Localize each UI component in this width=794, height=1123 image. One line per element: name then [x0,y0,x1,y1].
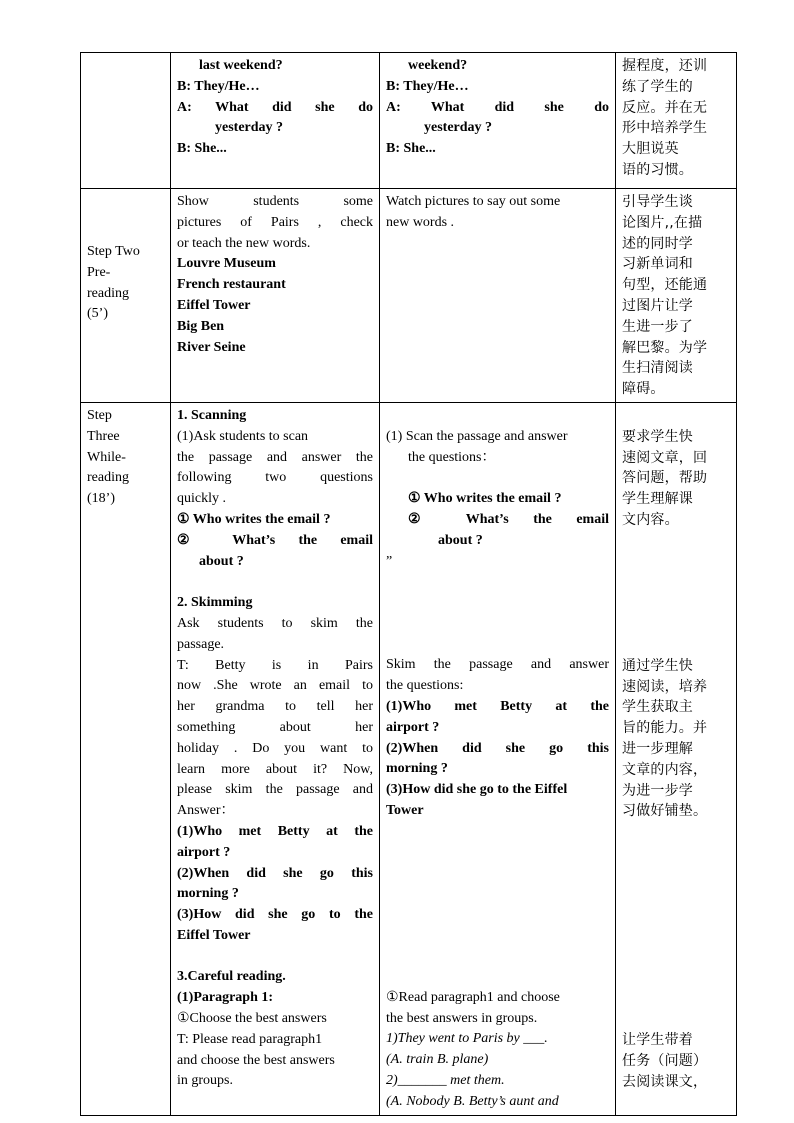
text-line: 旨的能力。并 [622,720,708,737]
text-line: and choose the best answers [177,1052,335,1068]
question: ① Who writes the email ? [177,511,331,527]
purpose-cell [616,189,737,403]
text-line: yesterday ? [215,120,284,136]
table-row [81,402,737,1115]
text-line: 生扫清阅读 [622,360,693,377]
question: airport ? [386,719,440,735]
vocab-word: Big Ben [177,318,225,334]
text-line: now .She wrote an email to [177,678,373,694]
text-line: her grandma to tell her [177,699,373,715]
question: ② What’s the email [408,511,609,527]
text-line: Step Two [87,244,140,259]
text-line: Watch pictures to say out some [386,194,561,209]
text-line: Show students some [177,194,373,209]
text-line: B: They/He… [386,78,469,94]
text-line: the passage and answer the [177,449,373,465]
teacher-activity-cell [171,189,380,403]
text-line: reading [87,470,129,486]
text-line: 任务（问题） [622,1052,708,1069]
text-line: 学生理解课 [622,491,693,508]
text-line: 形中培养学生 [622,120,708,137]
text-line: B: She... [177,141,227,157]
text-line: (1)Ask students to scan [177,428,309,444]
exercise-line: 1)They went to Paris by ___. [386,1031,548,1047]
question: (2)When did she go this [386,740,609,756]
question: Tower [386,802,424,818]
text-line: ①Read paragraph1 and choose [386,989,560,1005]
text-line: 述的同时学 [622,235,693,252]
text-line: yesterday ? [424,120,493,136]
text-line: (5’) [87,306,108,322]
teacher-activity-cell [171,402,380,1115]
text-line: 通过学生快 [622,657,693,674]
text-line: learn more about it? Now, [177,761,373,777]
table-row [81,189,737,403]
lesson-plan-table [80,52,737,1116]
text-line: 文内容。 [622,511,679,528]
step-cell [81,402,171,1115]
section-title: (1)Paragraph 1: [177,990,274,1006]
text-line: 大胆说英 [622,141,679,158]
text-line: following two questions [177,470,373,486]
step-cell [81,189,171,403]
text-line: 引导学生谈 [622,194,693,210]
text-line: 生进一步了 [622,318,693,335]
text-line: Three [87,428,120,444]
text-line: weekend? [408,58,468,73]
question: airport ? [177,844,231,860]
section-title: 2. Skimming [177,595,253,611]
text-line: please skim the passage and [177,782,373,798]
text-line: new words . [386,214,455,230]
text-line: the best answers in groups. [386,1010,538,1026]
text-line: 进一步理解 [622,740,693,757]
text-line: passage. [177,636,225,652]
vocab-word: Eiffel Tower [177,297,251,313]
text-line: reading [87,285,129,301]
text-line: last weekend? [199,58,283,73]
text-line: 练了学生的 [622,78,693,95]
exercise-line: (A. Nobody B. Betty’s aunt and [386,1093,559,1109]
vocab-word: Louvre Museum [177,256,276,272]
text-line: ” [386,553,393,569]
text-line: 过图片让学 [622,297,693,314]
question: morning ? [177,886,239,902]
exercise-line: 2)_______ met them. [386,1072,505,1088]
text-line: 论图片,,在描 [622,214,703,231]
text-line: something about her [177,719,373,735]
text-line: Answer： [177,803,235,819]
text-line: T: Please read paragraph1 [177,1031,323,1047]
text-line: ①Choose the best answers [177,1011,327,1027]
text-line: 速阅读，培养 [622,678,708,695]
purpose-cell [616,53,737,189]
student-activity-cell [380,53,616,189]
text-line: T: Betty is in Pairs [177,657,373,673]
text-line: 学生获取主 [622,699,693,716]
section-title: 1. Scanning [177,407,247,423]
text-line: Ask students to skim the [177,615,373,631]
text-line: the questions: [386,678,464,694]
question: about ? [438,532,483,548]
text-line: Pre- [87,264,111,280]
text-line: (1) Scan the passage and answer [386,428,568,444]
section-title: 3.Careful reading. [177,969,286,985]
text-line: 反应。并在无 [622,99,708,116]
student-activity-cell [380,402,616,1115]
text-line: 速阅文章，回 [622,449,708,466]
text-line: B: She... [386,141,436,157]
table-row [81,53,737,189]
text-line: 文章的内容， [622,761,708,778]
text-line: the questions： [408,449,496,465]
text-line: (18’) [87,491,115,507]
teacher-activity-cell [171,53,380,189]
text-line: A: What did she do [386,99,609,115]
vocab-word: French restaurant [177,277,286,293]
text-line: B: They/He… [177,78,260,94]
question: (2)When did she go this [177,865,373,881]
text-line: holiday . Do you want to [177,740,373,756]
text-line: While- [87,449,126,465]
text-line: or teach the new words. [177,235,311,251]
question: (3)How did she go to the [177,907,373,923]
text-line: 握程度，还训 [622,58,708,74]
text-line: Skim the passage and answer [386,657,609,673]
question: (1)Who met Betty at the [177,823,373,839]
text-line: pictures of Pairs , check [177,214,373,230]
question: about ? [199,553,244,569]
text-line: 去阅读课文， [622,1073,708,1090]
question: (3)How did she go to the Eiffel [386,782,568,798]
text-line: 为进一步学 [622,782,693,799]
text-line: A: What did she do [177,99,373,115]
text-line: 语的习惯。 [622,161,693,178]
text-line: quickly . [177,491,226,507]
text-line: 句型，还能通 [622,277,708,294]
purpose-cell [616,402,737,1115]
text-line: 让学生带着 [622,1032,693,1049]
text-line: 答问题，帮助 [622,470,708,487]
question: ① Who writes the email ? [408,491,562,507]
text-line: 障碍。 [622,381,665,398]
step-cell [81,53,171,189]
student-activity-cell [380,189,616,403]
vocab-word: River Seine [177,339,246,355]
question: Eiffel Tower [177,927,251,943]
text-line: 习新单词和 [622,256,693,273]
text-line: 习做好铺垫。 [622,803,708,820]
exercise-line: (A. train B. plane) [386,1052,489,1068]
text-line: 解巴黎。为学 [622,339,708,356]
question: morning ? [386,761,448,777]
question: (1)Who met Betty at the [386,698,609,714]
text-line: Step [87,407,112,423]
question: ② What’s the email [177,532,373,548]
text-line: 要求学生快 [622,428,693,445]
text-line: in groups. [177,1073,233,1089]
